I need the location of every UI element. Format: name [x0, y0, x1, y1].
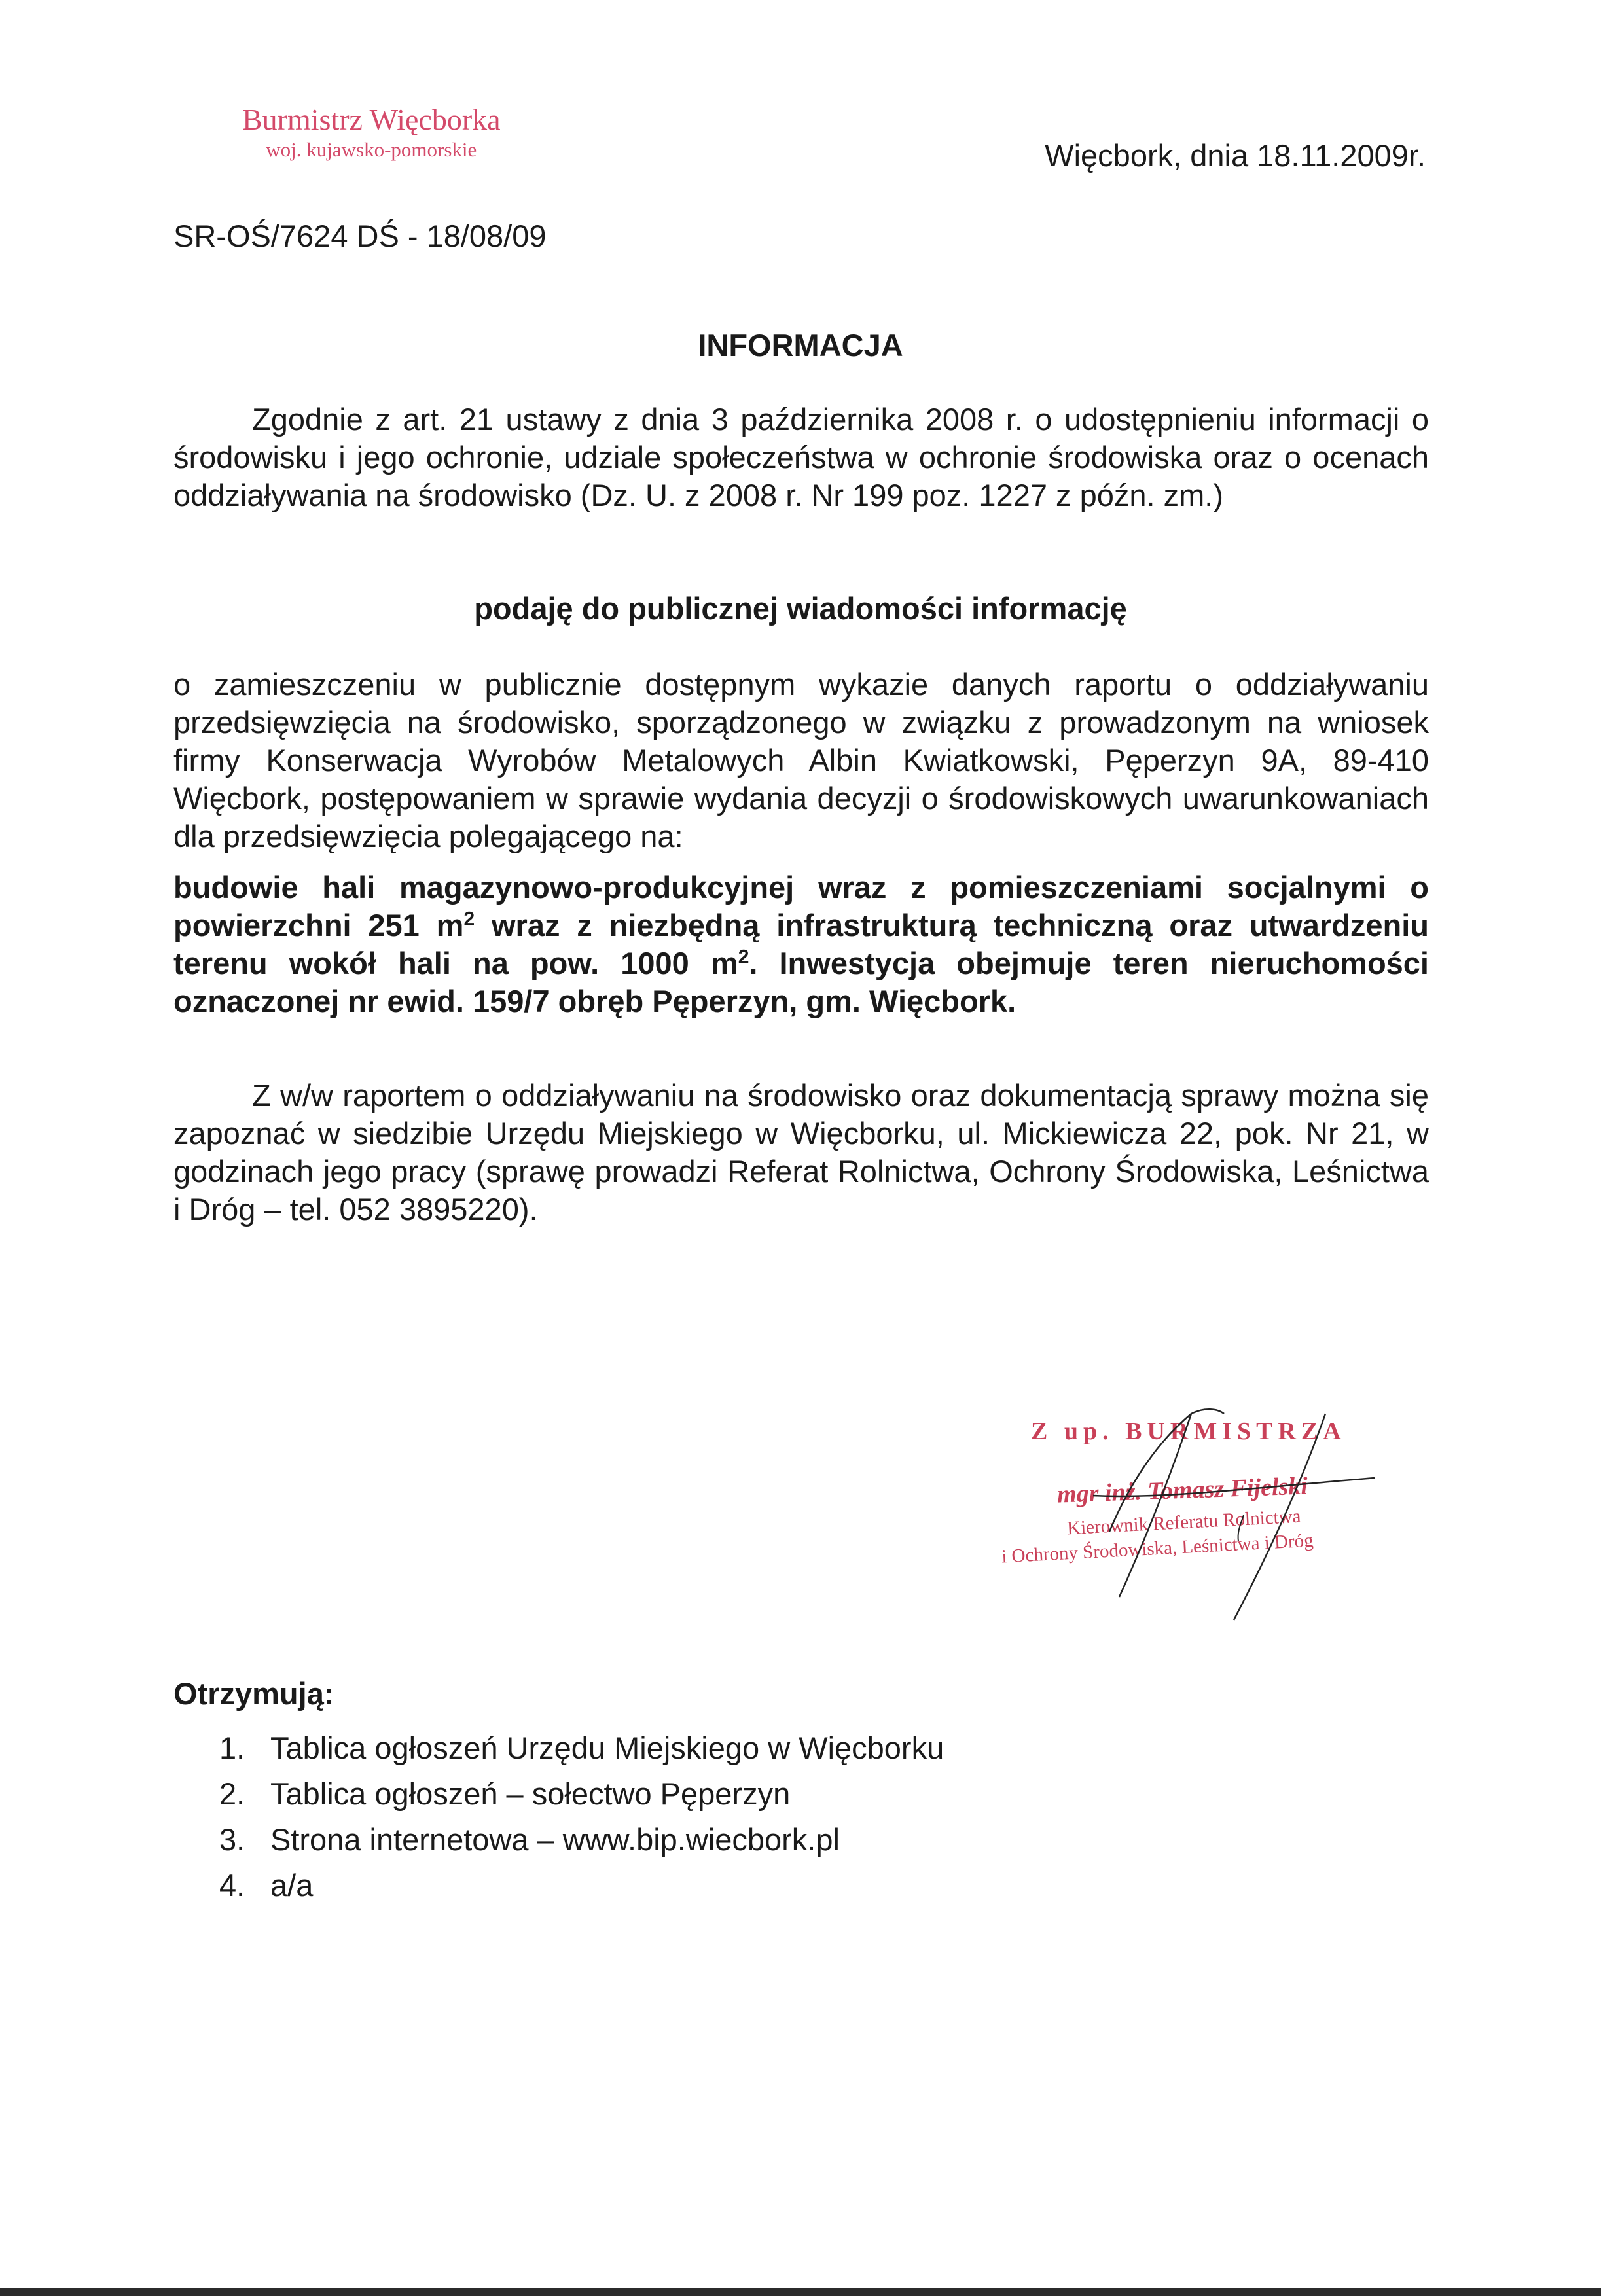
project-text-3: . Inwestycja obejmuje teren nieruchomości oznaczonej nr ewid. 159/7 obręb Pęperzyn, gm. Więcbork.	[173, 946, 1429, 1018]
list-item	[219, 1771, 944, 1817]
legal-basis-paragraph: Zgodnie z art. 21 ustawy z dnia 3 października 2008 r. o udostępnieniu informacji o środowisku i jego ochronie, udziale społeczeństwa w ochronie środowiska oraz o ocenach oddziaływania na środowisko (Dz. U. z 2008 r. Nr 199 poz. 1227 z późn. zm.)	[173, 402, 1429, 512]
list-item	[219, 1725, 944, 1771]
list-item-text: Tablica ogłoszeń – sołectwo Pęperzyn	[270, 1776, 791, 1811]
announcement-heading: podaję do publicznej wiadomości informację	[474, 591, 1127, 626]
official-stamp	[995, 1401, 1414, 1636]
list-item-text: a/a	[270, 1868, 314, 1903]
superscript-2: 2	[738, 946, 749, 968]
stamp-position-line2: i Ochrony Środowiska, Leśnictwa i Dróg	[1001, 1530, 1314, 1568]
list-item-text: Tablica ogłoszeń Urzędu Miejskiego w Więcborku	[270, 1731, 944, 1765]
list-item-number: 3.	[219, 1822, 245, 1857]
superscript-1: 2	[463, 908, 475, 930]
project-description	[173, 869, 1429, 1020]
scan-edge	[0, 2288, 1601, 2296]
access-paragraph: Z w/w raportem o oddziaływaniu na środowisko oraz dokumentacją sprawy można się zapoznać w siedzibie Urzędu Miejskiego w Więcborku, ul. Mickiewicza 22, pok. Nr 21, w godzinach jego pracy (sprawę prowadzi Referat Rolnictwa, Ochrony Środowiska, Leśnictwa i Dróg – tel. 052 3895220).	[173, 1078, 1429, 1227]
letterhead-name: Burmistrz Więcborka	[242, 103, 501, 136]
handwritten-signature	[995, 1401, 1414, 1636]
reference-number: SR-OŚ/7624 DŚ - 18/08/09	[173, 219, 547, 253]
list-item-number: 4.	[219, 1868, 245, 1903]
letterhead-region: woj. kujawsko-pomorskie	[266, 137, 477, 161]
project-text-1: budowie hali magazynowo-produkcyjnej wraz z pomieszczeniami socjalnymi o powierzchni 251 m	[173, 870, 1429, 942]
stamp-signer: mgr inż. Tomasz Fijelski	[1056, 1472, 1308, 1509]
stamp-position-line1: Kierownik Referatu Rolnictwa	[1066, 1505, 1302, 1539]
letterhead	[242, 103, 501, 163]
list-item-number: 2.	[219, 1776, 245, 1811]
document-title: INFORMACJA	[698, 328, 903, 363]
project-text-2: wraz z niezbędną infrastrukturą techniczną oraz utwardzeniu terenu wokół hali na pow. 1000 m	[173, 908, 1429, 980]
list-item	[219, 1863, 944, 1909]
list-item	[219, 1817, 944, 1863]
place-date: Więcbork, dnia 18.11.2009r.	[1045, 138, 1426, 173]
list-item-number: 1.	[219, 1731, 245, 1765]
notice-paragraph: o zamieszczeniu w publicznie dostępnym wykazie danych raportu o oddziaływaniu przedsięwzięcia na środowisko, sporządzonego w związku z prowadzonym na wniosek firmy Konserwacja Wyrobów Metalowych Albin Kwiatkowski, Pęperzyn 9A, 89-410 Więcbork, postępowaniem w sprawie wydania decyzji o środowiskowych uwarunkowaniach dla przedsięwzięcia polegającego na:	[173, 667, 1429, 853]
recipients-list	[219, 1725, 944, 1909]
recipients-heading: Otrzymują:	[173, 1676, 334, 1711]
stamp-header: Z up. BURMISTRZA	[1031, 1418, 1346, 1445]
list-item-text: Strona internetowa – www.bip.wiecbork.pl	[270, 1822, 840, 1857]
